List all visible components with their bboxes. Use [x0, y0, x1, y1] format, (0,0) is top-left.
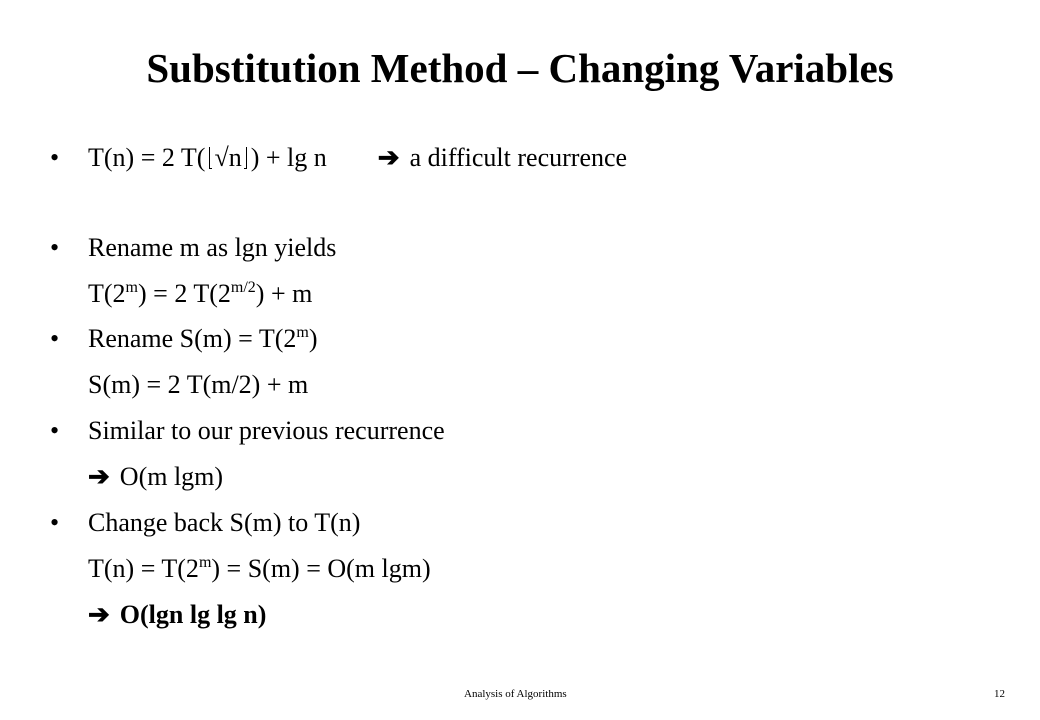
- bullet: •: [50, 324, 60, 353]
- text-segment: Rename S(m) = T(2: [88, 324, 297, 353]
- page-number: 12: [994, 688, 1005, 700]
- text-segment: a difficult recurrence: [409, 143, 628, 172]
- text-segment: ) = 2 T(2: [138, 279, 231, 308]
- superscript: m/2: [230, 279, 256, 296]
- arrow-right-icon: ➔: [377, 143, 400, 172]
- text-segment: ) + m: [255, 279, 313, 308]
- bullet: •: [50, 508, 60, 537]
- text-line: Rename m as lgn yields: [88, 233, 337, 262]
- bullet: •: [50, 416, 60, 445]
- superscript: m: [125, 279, 138, 296]
- text-segment: T(2: [88, 279, 126, 308]
- text-line: Change back S(m) to T(n): [88, 508, 361, 537]
- footer-title: Analysis of Algorithms: [464, 688, 567, 700]
- bullet: •: [50, 143, 60, 172]
- text-segment: ): [308, 324, 318, 353]
- floor-left-icon: [209, 147, 212, 169]
- text-segment: ) = S(m) = O(m lgm): [211, 554, 431, 583]
- slide-title: Substitution Method – Changing Variables: [146, 45, 894, 91]
- text-segment: T(n) = 2 T(: [88, 143, 206, 172]
- bullet: •: [50, 233, 60, 262]
- text-segment: ) + lg n: [250, 143, 327, 172]
- recurrence-line: [88, 142, 627, 174]
- sqrt-symbol: √: [214, 143, 229, 172]
- floor-right-icon: [244, 147, 247, 169]
- superscript: m: [296, 324, 309, 341]
- text-line: S(m) = 2 T(m/2) + m: [88, 370, 309, 399]
- text-segment: O(m lgm): [119, 462, 224, 491]
- arrow-right-icon: ➔: [88, 462, 110, 491]
- superscript: m: [198, 554, 212, 571]
- text-segment: n: [228, 143, 242, 172]
- final-result: O(lgn lg lg n): [119, 600, 267, 629]
- equation-line: [88, 278, 312, 310]
- text-segment: T(n) = T(2: [88, 554, 199, 583]
- arrow-right-icon: ➔: [88, 600, 110, 629]
- result-line: [88, 461, 223, 493]
- text-line: Similar to our previous recurrence: [88, 416, 445, 445]
- equation-line: [88, 553, 431, 585]
- equation-line: [88, 323, 318, 355]
- result-line: [88, 599, 266, 631]
